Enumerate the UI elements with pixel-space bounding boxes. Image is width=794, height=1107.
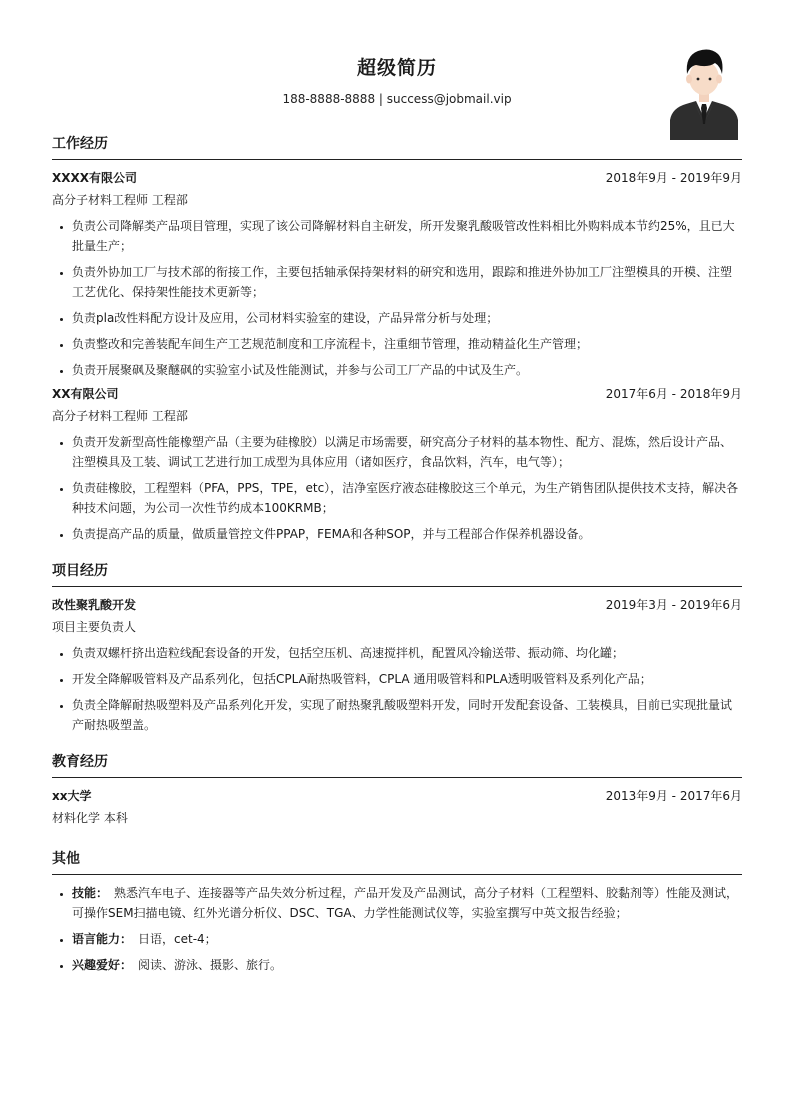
section-title-other: 其他 <box>52 850 742 875</box>
section-title-education: 教育经历 <box>52 753 742 778</box>
avatar-icon <box>668 44 740 140</box>
company-name: XXXX有限公司 <box>52 171 138 185</box>
hobbies-text: 阅读、游泳、摄影、旅行。 <box>138 958 283 972</box>
bullet-list <box>52 883 742 975</box>
other-section <box>52 850 742 975</box>
list-item: • 负责开发新型高性能橡塑产品（主要为硅橡胶）以满足市场需要，研究高分子材料的基本物性、配方、混炼，然后设计产品、注塑模具及工装、调试工艺进行加工成型为具体应用（诸如医疗，食品饮料，汽车，电气等）； <box>72 432 742 472</box>
section-title-work: 工作经历 <box>52 135 742 160</box>
work-entry <box>52 386 742 544</box>
entry-header <box>52 597 742 613</box>
section-title-project: 项目经历 <box>52 562 742 587</box>
list-item: • 负责提高产品的质量，做质量管控文件PPAP，FEMA和各种SOP，并与工程部合作保养机器设备。 <box>72 524 742 544</box>
language-label: 语言能力： <box>72 932 133 946</box>
work-entry <box>52 170 742 380</box>
education-entry <box>52 788 742 826</box>
skills-label: 技能： <box>72 886 109 900</box>
list-item <box>72 955 742 975</box>
list-item: • 负责双螺杆挤出造粒线配套设备的开发，包括空压机、高速搅拌机，配置风冷输送带、振动筛、均化罐； <box>72 643 742 663</box>
resume-header <box>52 0 742 107</box>
entry-header <box>52 788 742 804</box>
hobbies-label: 兴趣爱好： <box>72 958 133 972</box>
date-range: 2018年9月 - 2019年9月 <box>605 171 742 185</box>
date-range: 2017年6月 - 2018年9月 <box>605 387 742 401</box>
bullet-list <box>52 216 742 380</box>
project-name: 改性聚乳酸开发 <box>52 598 137 612</box>
entry-header <box>52 386 742 402</box>
list-item <box>72 883 742 923</box>
contact-info: 188-8888-8888 | success@jobmail.vip <box>282 92 512 106</box>
company-name: XX有限公司 <box>52 387 119 401</box>
list-item: • 负责外协加工厂与技术部的衔接工作，主要包括轴承保持架材料的研究和选用，跟踪和推进外协加工厂注塑模具的开模、注塑工艺优化、保持架性能技术更新等； <box>72 262 742 302</box>
date-range: 2019年3月 - 2019年6月 <box>605 598 742 612</box>
date-range: 2013年9月 - 2017年6月 <box>605 789 742 803</box>
job-role: 高分子材料工程师 工程部 <box>52 193 188 207</box>
skills-text: 熟悉汽车电子、连接器等产品失效分析过程，产品开发及产品测试，高分子材料（工程塑料、胶黏剂等）性能及测试，可操作SEM扫描电镜、红外光谱分析仪、DSC、TGA、力学性能测试仪等，实验室撰写中英文报告经验； <box>72 886 739 920</box>
list-item: • 负责硅橡胶，工程塑料（PFA，PPS，TPE，etc），洁净室医疗液态硅橡胶这三个单元，为生产销售团队提供技术支持，解决各种技术问题，为公司一次性节约成本100KRMB； <box>72 478 742 518</box>
list-item <box>72 929 742 949</box>
entry-header <box>52 170 742 186</box>
list-item: • 负责pla改性料配方设计及应用，公司材料实验室的建设，产品异常分析与处理； <box>72 308 742 328</box>
list-item: • 负责公司降解类产品项目管理，实现了该公司降解材料自主研发，所开发聚乳酸吸管改性料相比外购料成本节约25%，且已大批量生产； <box>72 216 742 256</box>
list-item: • 负责全降解耐热吸塑料及产品系列化开发，实现了耐热聚乳酸吸塑料开发，同时开发配套设备、工装模具，目前已实现批量试产耐热吸塑盖。 <box>72 695 742 735</box>
education-section <box>52 753 742 826</box>
major-degree: 材料化学 本科 <box>52 811 128 825</box>
school-name: xx大学 <box>52 789 92 803</box>
project-entry <box>52 597 742 735</box>
candidate-name: 超级简历 <box>356 57 437 79</box>
language-text: 日语，cet-4； <box>138 932 217 946</box>
list-item: • 负责整改和完善装配车间生产工艺规范制度和工序流程卡，注重细节管理，推动精益化生产管理； <box>72 334 742 354</box>
project-role: 项目主要负责人 <box>52 620 137 634</box>
job-role: 高分子材料工程师 工程部 <box>52 409 188 423</box>
work-section <box>52 135 742 544</box>
bullet-list <box>52 643 742 735</box>
list-item: • 负责开展聚砜及聚醚砜的实验室小试及性能测试，并参与公司工厂产品的中试及生产。 <box>72 360 742 380</box>
project-section <box>52 562 742 735</box>
list-item: • 开发全降解吸管料及产品系列化，包括CPLA耐热吸管料，CPLA 通用吸管料和PLA透明吸管料及系列化产品； <box>72 669 742 689</box>
bullet-list <box>52 432 742 544</box>
